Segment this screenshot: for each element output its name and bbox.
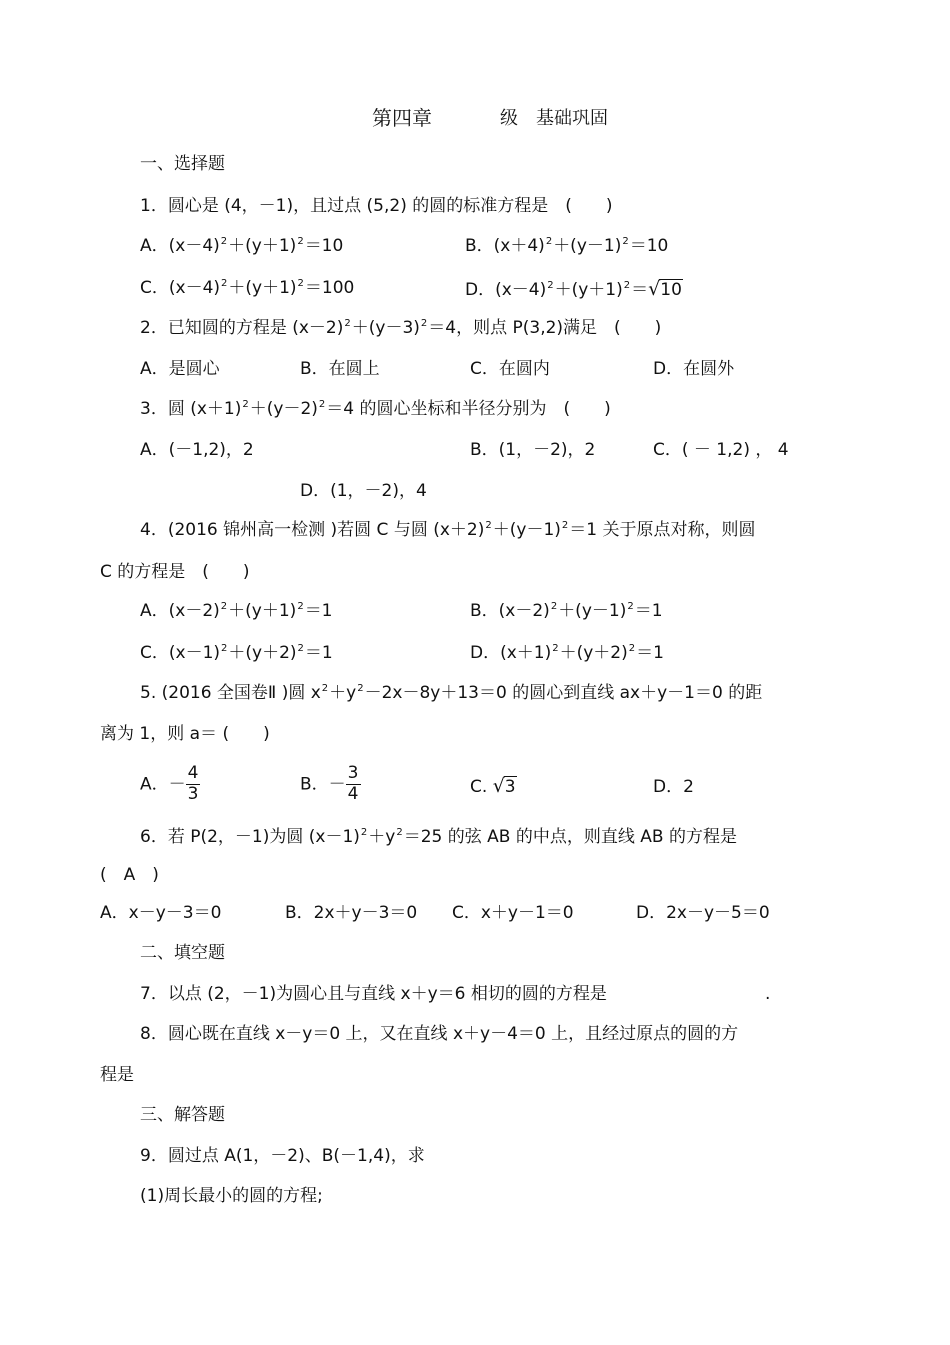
- q9-part1: (1)周长最小的圆的方程;: [140, 1186, 323, 1206]
- q6-stem-line2: ( A ): [100, 865, 159, 885]
- q2-stem: 2．已知圆的方程是 $(x-2)^2+(y-3)^2=4$，则点 P(3,2)满足 ( ): [140, 318, 662, 338]
- fraction-denominator: 4: [347, 783, 359, 804]
- section-heading-fill: 二、填空题: [140, 943, 225, 963]
- q6-option-c: C．x＋y－1＝0: [452, 903, 574, 923]
- q5-option-a-label: A．－: [140, 774, 186, 795]
- chapter-title: [372, 108, 432, 128]
- q2-option-b: B．在圆上: [300, 359, 380, 379]
- q5-option-c: [470, 777, 517, 796]
- q1-option-d-text: D．$(x-4)^2+(y+1)^2=$: [465, 280, 649, 300]
- q8-stem-line1: 8．圆心既在直线 x－y＝0 上，又在直线 x＋y－4＝0 上，且经过原点的圆的方: [140, 1024, 739, 1044]
- q4-option-d: D．$(x+1)^2+(y+2)^2=1$: [470, 643, 664, 663]
- q4-option-b: B．$(x-2)^2+(y-1)^2=1$: [470, 601, 663, 621]
- q2-option-d: D．在圆外: [653, 359, 735, 379]
- q3-stem: 3．圆 $(x+1)^2+(y-2)^2=4$ 的圆心坐标和半径分别为 ( ): [140, 399, 611, 419]
- q1-option-d: [465, 280, 683, 299]
- q4-option-a: A．$(x-2)^2+(y+1)^2=1$: [140, 601, 333, 621]
- q9-stem: 9．圆过点 A(1，－2)、B(－1,4)，求: [140, 1146, 425, 1166]
- q2-option-c: C．在圆内: [470, 359, 550, 379]
- q5-option-d: D．2: [653, 777, 694, 797]
- fraction-denominator: 3: [187, 783, 199, 804]
- q6-option-a: A．x－y－3＝0: [100, 903, 222, 923]
- q7-blank-end: .: [765, 984, 771, 1004]
- fraction-numerator: 4: [187, 763, 199, 783]
- q4-stem-line1: 4．(2016 锦州高一检测 )若圆 C 与圆 $(x+2)^2+(y-1)^2=1$ 关于原点对称，则圆: [140, 520, 756, 540]
- q3-option-b: B．(1，－2)，2: [470, 440, 596, 460]
- section-heading-answer: 三、解答题: [140, 1105, 225, 1125]
- q5-option-b: [300, 765, 361, 804]
- q1-option-d-radicand: 10: [660, 280, 682, 300]
- q3-option-d: D．(1，－2)，4: [300, 481, 427, 501]
- q3-option-a: A．(－1,2)，2: [140, 440, 254, 460]
- q5-stem-line1: 5. (2016 全国卷Ⅱ )圆 $x^2+y^2-2x-8y+13=0$ 的圆心到直线 ax＋y－1＝0 的距: [140, 683, 763, 703]
- section-heading-choice: 一、选择题: [140, 154, 225, 174]
- q1-option-a: A．$(x-4)^2+(y+1)^2=10$: [140, 236, 344, 256]
- chapter-label: 第四章: [372, 106, 432, 130]
- q6-option-b: B．2x＋y－3＝0: [285, 903, 418, 923]
- q5-option-c-radicand: 3: [504, 777, 516, 797]
- q6-option-d: D．2x－y－5＝0: [636, 903, 770, 923]
- q7-stem: 7．以点 (2，－1)为圆心且与直线 x＋y＝6 相切的圆的方程是: [140, 984, 607, 1004]
- q8-stem-line2: 程是: [100, 1065, 134, 1085]
- sqrt-symbol: √10: [648, 278, 682, 300]
- q5-stem-line2: 离为 1，则 a＝ ( ): [100, 724, 270, 744]
- q6-stem-line1: 6．若 P(2，－1)为圆 $(x-1)^2+y^2=25$ 的弦 AB 的中点，则直线 AB 的方程是: [140, 827, 737, 847]
- fraction-numerator: 3: [347, 763, 359, 783]
- q5-option-c-label: C.: [470, 777, 488, 797]
- q5-option-b-label: B．－: [300, 774, 346, 795]
- q5-option-a: [140, 765, 200, 804]
- sqrt-symbol: √3: [492, 775, 516, 797]
- fraction: [346, 765, 361, 804]
- q2-option-a: A．是圆心: [140, 359, 220, 379]
- q1-option-b: B．$(x+4)^2+(y-1)^2=10$: [465, 236, 669, 256]
- q4-stem-line2: C 的方程是 ( ): [100, 562, 250, 582]
- q3-option-c: C．( － 1,2) ， 4: [653, 440, 789, 460]
- q1-option-c: C．$(x-4)^2+(y+1)^2=100$: [140, 278, 355, 298]
- q4-option-c: C．$(x-1)^2+(y+2)^2=1$: [140, 643, 333, 663]
- fraction: [186, 765, 201, 804]
- q1-stem: 1．圆心是 (4，－1)，且过点 (5,2) 的圆的标准方程是 ( ): [140, 196, 613, 216]
- level-title: 级 基础巩固: [500, 108, 608, 129]
